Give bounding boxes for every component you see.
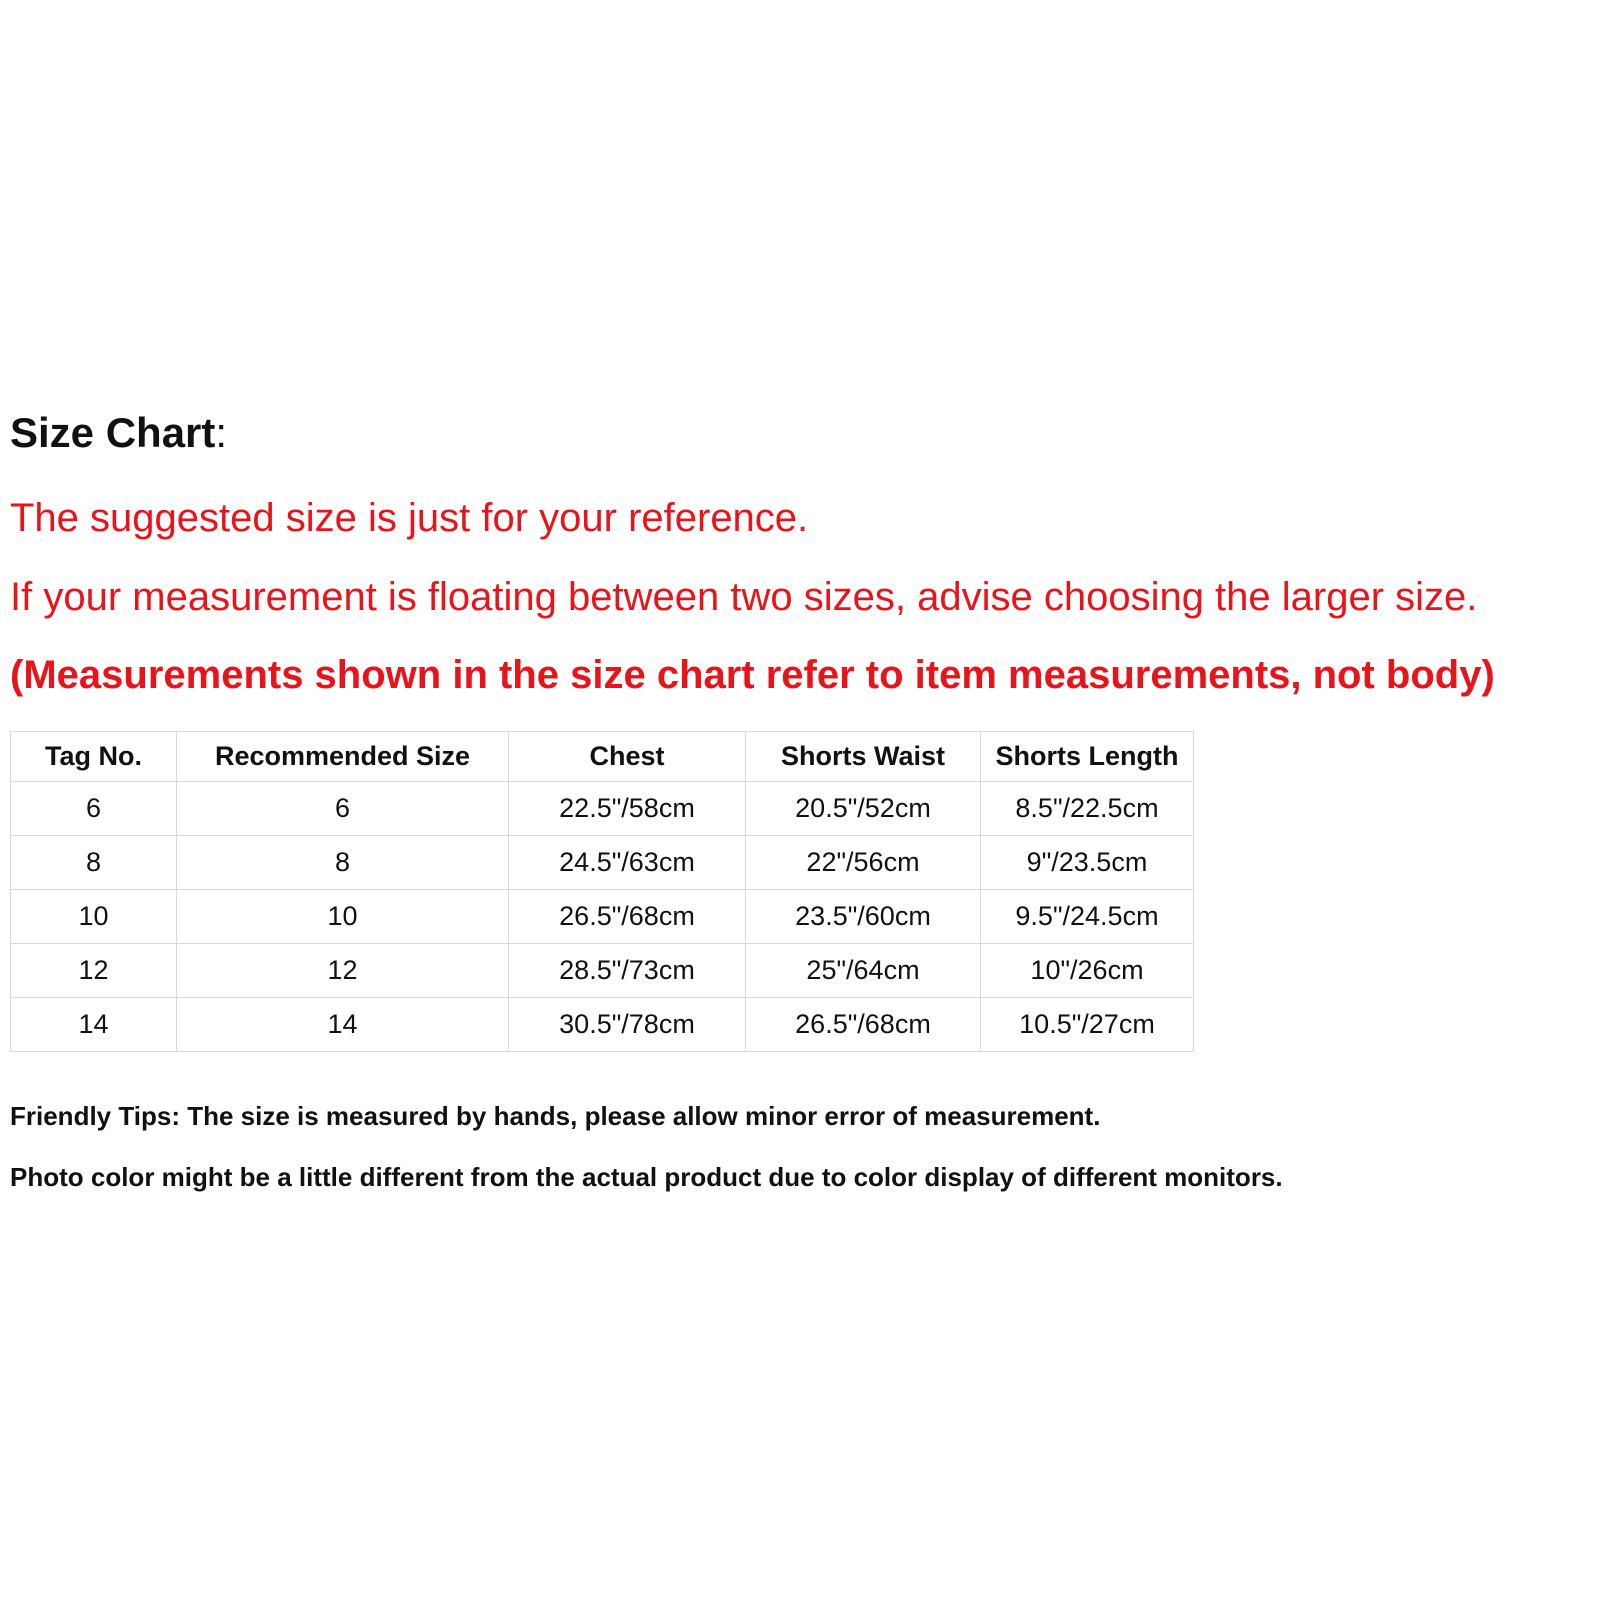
cell-shorts-length: 9"/23.5cm <box>981 836 1194 890</box>
item-measurement-note: (Measurements shown in the size chart refer to item measurements, not body) <box>10 653 1495 697</box>
page-title <box>10 409 228 456</box>
title-colon: : <box>215 409 228 456</box>
cell-recommended-size: 12 <box>177 944 509 998</box>
friendly-tip: Friendly Tips: The size is measured by hands, please allow minor error of measurement. <box>10 1101 1101 1131</box>
table-header-row <box>11 732 1194 782</box>
table-row <box>11 782 1194 836</box>
cell-tag-no: 6 <box>11 782 177 836</box>
cell-recommended-size: 10 <box>177 890 509 944</box>
cell-shorts-waist: 20.5"/52cm <box>746 782 981 836</box>
cell-shorts-length: 10"/26cm <box>981 944 1194 998</box>
cell-shorts-waist: 22"/56cm <box>746 836 981 890</box>
table-row <box>11 998 1194 1052</box>
cell-shorts-waist: 23.5"/60cm <box>746 890 981 944</box>
cell-tag-no: 12 <box>11 944 177 998</box>
title-text: Size Chart <box>10 409 216 456</box>
cell-chest: 26.5"/68cm <box>509 890 746 944</box>
cell-shorts-waist: 25"/64cm <box>746 944 981 998</box>
cell-chest: 28.5"/73cm <box>509 944 746 998</box>
reference-note: The suggested size is just for your reference. <box>10 496 809 540</box>
cell-shorts-waist: 26.5"/68cm <box>746 998 981 1052</box>
table-row <box>11 890 1194 944</box>
cell-recommended-size: 8 <box>177 836 509 890</box>
cell-tag-no: 8 <box>11 836 177 890</box>
cell-tag-no: 14 <box>11 998 177 1052</box>
cell-tag-no: 10 <box>11 890 177 944</box>
cell-recommended-size: 14 <box>177 998 509 1052</box>
cell-shorts-length: 10.5"/27cm <box>981 998 1194 1052</box>
table-row <box>11 836 1194 890</box>
photo-color-tip: Photo color might be a little different from the actual product due to color display of different monitors. <box>10 1162 1283 1192</box>
header-recommended-size: Recommended Size <box>177 732 509 782</box>
header-tag-no: Tag No. <box>11 732 177 782</box>
cell-shorts-length: 8.5"/22.5cm <box>981 782 1194 836</box>
cell-chest: 24.5"/63cm <box>509 836 746 890</box>
cell-chest: 30.5"/78cm <box>509 998 746 1052</box>
size-table <box>10 731 1194 1052</box>
larger-size-advice: If your measurement is floating between two sizes, advise choosing the larger size. <box>10 575 1478 619</box>
cell-recommended-size: 6 <box>177 782 509 836</box>
header-shorts-waist: Shorts Waist <box>746 732 981 782</box>
header-chest: Chest <box>509 732 746 782</box>
cell-chest: 22.5"/58cm <box>509 782 746 836</box>
table-row <box>11 944 1194 998</box>
header-shorts-length: Shorts Length <box>981 732 1194 782</box>
cell-shorts-length: 9.5"/24.5cm <box>981 890 1194 944</box>
